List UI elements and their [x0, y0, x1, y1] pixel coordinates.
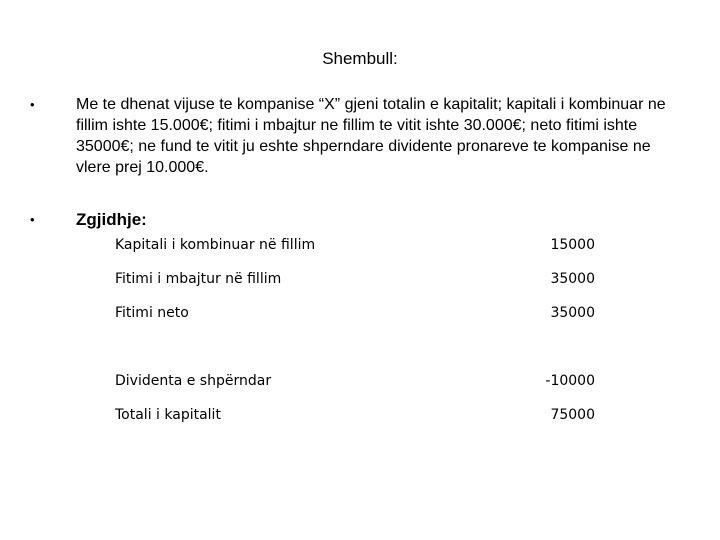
- slide-title: Shembull:: [322, 49, 398, 68]
- bullet-marker: •: [30, 212, 35, 227]
- table-row: [115, 303, 595, 323]
- row-value: 35000: [550, 305, 595, 321]
- row-label: Kapitali i kombinuar në fillim: [115, 237, 316, 253]
- row-value: 35000: [550, 271, 595, 287]
- bullet-marker: •: [30, 97, 35, 112]
- row-label: Fitimi i mbajtur në fillim: [115, 271, 282, 287]
- row-label: Totali i kapitalit: [115, 407, 221, 423]
- row-label: Dividenta e shpërndar: [115, 373, 272, 389]
- row-label: Fitimi neto: [115, 305, 189, 321]
- row-value: -10000: [545, 373, 595, 389]
- problem-statement: Me te dhenat vijuse te kompanise “X” gjeni totalin e kapitalit; kapitali i kombinuar ne fillim ishte 15.000€; fitimi i mbajtur ne fillim te vitit ishte 30.000€; neto fitimi ishte 35000€; ne fund te vitit ju eshte shperndare dividente pronareve te kompanise ne vlere prej 10.000€.: [76, 96, 666, 176]
- solution-heading: Zgjidhje:: [76, 210, 147, 229]
- row-value: 15000: [550, 237, 595, 253]
- table-row: [115, 235, 595, 255]
- table-row: [115, 269, 595, 289]
- table-row: [115, 405, 595, 425]
- row-value: 75000: [550, 407, 595, 423]
- table-row: [115, 371, 595, 391]
